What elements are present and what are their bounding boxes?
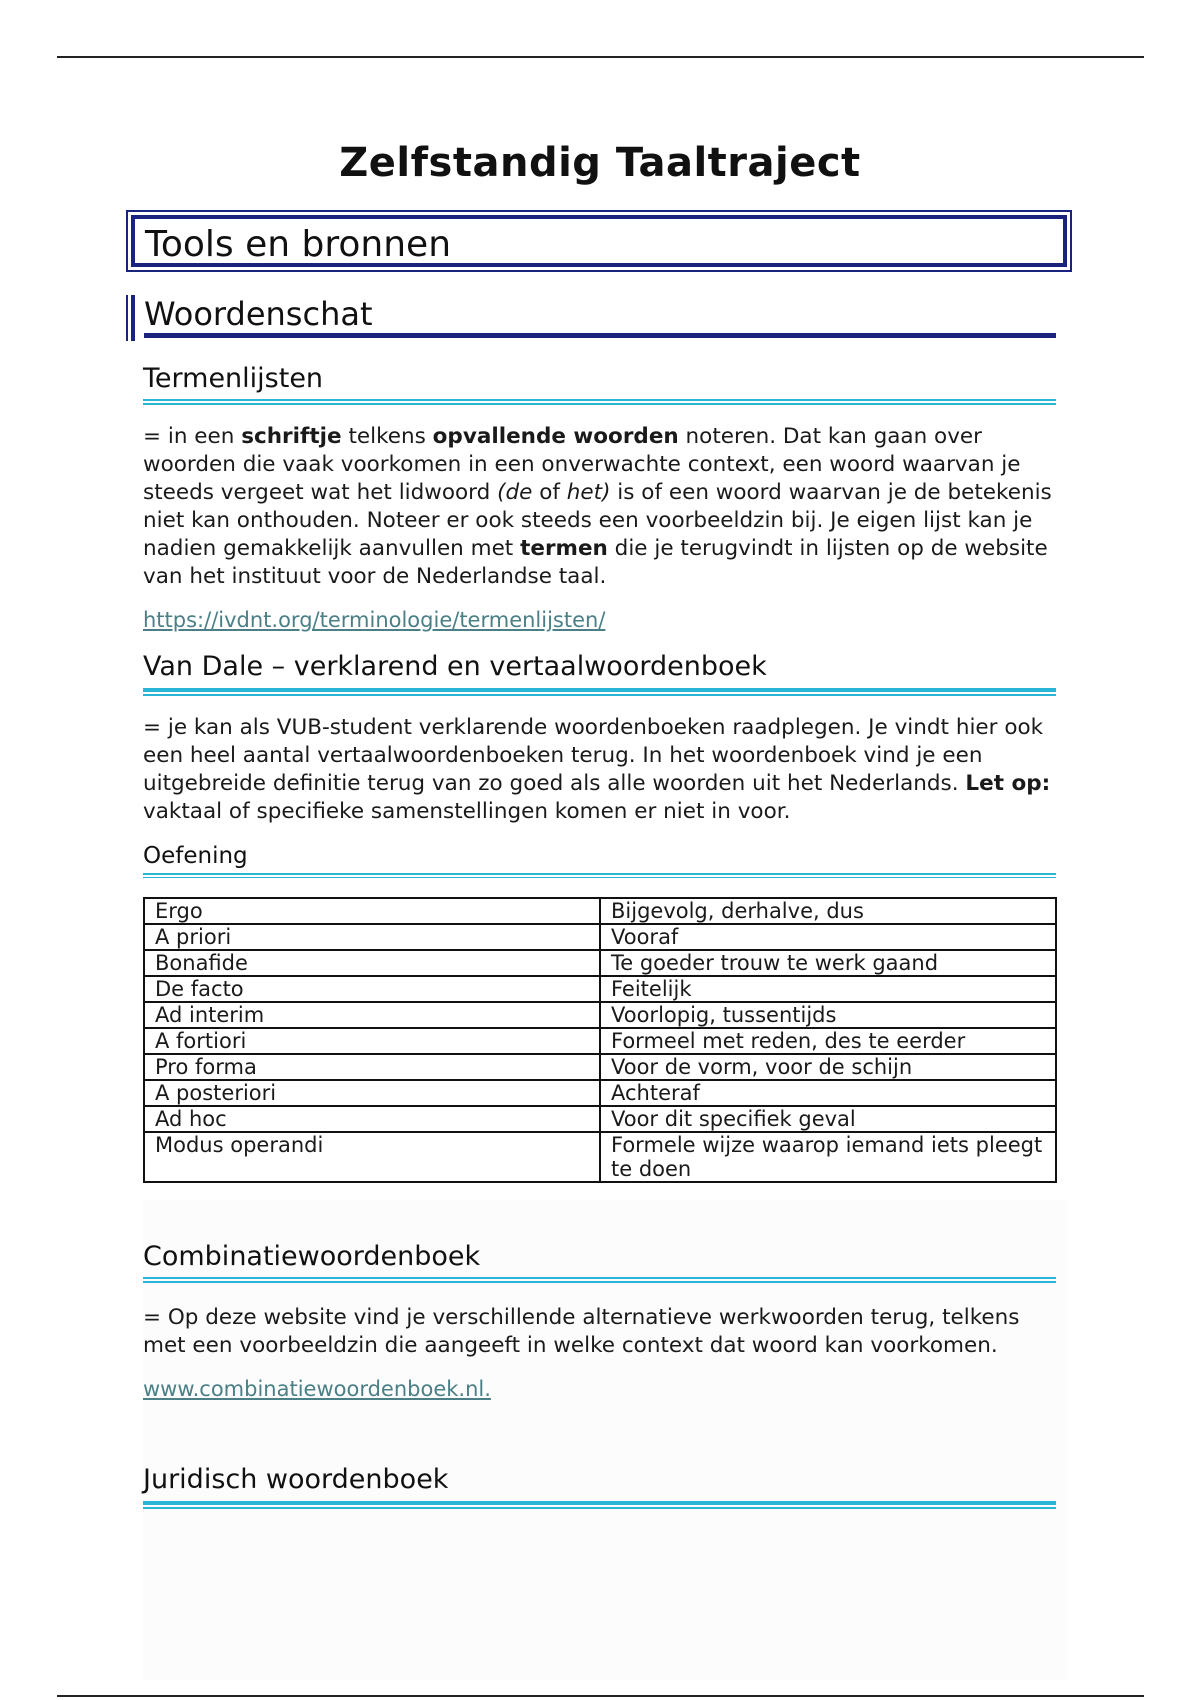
table-row — [144, 1080, 1056, 1106]
combinatie-heading-text: Combinatiewoordenboek — [143, 1241, 481, 1272]
heading-underline — [143, 873, 1056, 875]
meaning-cell: Vooraf — [600, 924, 1056, 950]
vocabulary-table — [143, 897, 1057, 1183]
term-cell: A priori — [144, 924, 600, 950]
bottom-rule — [57, 1695, 1144, 1697]
text-run: of — [532, 480, 567, 505]
meaning-cell: Formele wijze waarop iemand iets pleegt te doen — [600, 1132, 1056, 1182]
text-run: telkens — [341, 424, 433, 449]
text-run: = in een — [143, 424, 242, 449]
meaning-cell: Voor dit specifiek geval — [600, 1106, 1056, 1132]
meaning-cell: Feitelijk — [600, 976, 1056, 1002]
bold-term: opvallende woorden — [432, 424, 679, 449]
table-row — [144, 1028, 1056, 1054]
text-run: noteren. Dat kan gaan over woorden die vaak voorkomen in een onverwachte context, een woord waarvan je steeds vergeet wat het lidwoord — [143, 424, 1021, 505]
term-cell: Pro forma — [144, 1054, 600, 1080]
table-row — [144, 1106, 1056, 1132]
meaning-cell: Te goeder trouw te werk gaand — [600, 950, 1056, 976]
table-row — [144, 924, 1056, 950]
term-cell: Modus operandi — [144, 1132, 600, 1182]
vandale-paragraph — [143, 714, 1068, 826]
heading-underline — [144, 333, 1056, 338]
table-row — [144, 1132, 1056, 1182]
heading-underline — [143, 688, 1056, 692]
heading-left-bar-thick — [131, 295, 135, 341]
vandale-heading — [143, 650, 1056, 696]
term-cell: Bonafide — [144, 950, 600, 976]
text-run: is of een woord waarvan je de betekenis niet kan onthouden. Noteer er ook steeds een voorbeeldzin bij. Je eigen lijst kan je nadien gemakkelijk aanvullen met — [143, 480, 1052, 561]
meaning-cell: Achteraf — [600, 1080, 1056, 1106]
text-run: = je kan als VUB-student verklarende woordenboeken raadplegen. Je vindt hier ook een heel aantal vertaalwoordenboeken terug. In het woordenboek vind je een uitgebreide definitie terug van zo goed als alle woorden uit het Nederlands. — [143, 715, 1044, 796]
subsection-heading — [126, 295, 1056, 341]
meaning-cell: Formeel met reden, des te eerder — [600, 1028, 1056, 1054]
term-cell: Ergo — [144, 898, 600, 924]
juridisch-heading-text: Juridisch woordenboek — [143, 1464, 449, 1495]
juridisch-heading — [143, 1463, 1056, 1509]
italic-term: (de — [497, 480, 533, 505]
meaning-cell: Voorlopig, tussentijds — [600, 1002, 1056, 1028]
heading-underline-thin — [143, 403, 1056, 405]
bold-term: Let op: — [965, 771, 1051, 796]
heading-underline — [143, 1501, 1056, 1505]
term-cell: Ad interim — [144, 1002, 600, 1028]
text-run: vaktaal of specifieke samenstellingen komen er niet in voor. — [143, 799, 791, 824]
heading-underline-thin — [143, 1507, 1056, 1509]
document-title: Zelfstandig Taaltraject — [339, 140, 861, 186]
section-heading-box — [126, 210, 1072, 272]
bold-term: termen — [520, 536, 608, 561]
heading-underline — [143, 399, 1056, 401]
combinatie-link[interactable]: www.combinatiewoordenboek.nl. — [143, 1377, 491, 1401]
heading-underline-thin — [143, 877, 1056, 878]
table-row — [144, 898, 1056, 924]
subsection-heading-text: Woordenschat — [144, 295, 373, 333]
section-heading: Tools en bronnen — [131, 215, 1067, 267]
term-cell: A fortiori — [144, 1028, 600, 1054]
oefening-heading — [143, 842, 1056, 878]
meaning-cell: Voor de vorm, voor de schijn — [600, 1054, 1056, 1080]
top-rule — [57, 56, 1144, 58]
termenlijsten-heading-text: Termenlijsten — [143, 363, 324, 394]
text-run: die je terugvindt in lijsten op de website van het instituut voor de Nederlandse taal. — [143, 536, 1048, 589]
termenlijsten-link[interactable]: https://ivdnt.org/terminologie/termenlijsten/ — [143, 608, 606, 632]
bold-term: schriftje — [241, 424, 342, 449]
heading-underline-thin — [143, 1281, 1056, 1283]
italic-term: het) — [566, 480, 611, 505]
termenlijsten-paragraph — [143, 423, 1068, 591]
term-cell: Ad hoc — [144, 1106, 600, 1132]
table-row — [144, 1002, 1056, 1028]
vandale-heading-text: Van Dale – verklarend en vertaalwoordenboek — [143, 651, 767, 682]
heading-left-bar — [126, 295, 128, 341]
term-cell: A posteriori — [144, 1080, 600, 1106]
combinatie-paragraph: = Op deze website vind je verschillende alternatieve werkwoorden terug, telkens met een voorbeeldzin die aangeeft in welke context dat woord kan voorkomen. — [143, 1305, 1020, 1358]
oefening-heading-text: Oefening — [143, 843, 248, 869]
term-cell: De facto — [144, 976, 600, 1002]
table-row — [144, 976, 1056, 1002]
table-row — [144, 950, 1056, 976]
meaning-cell: Bijgevolg, derhalve, dus — [600, 898, 1056, 924]
combinatie-heading — [143, 1240, 1056, 1283]
termenlijsten-heading — [143, 362, 1056, 405]
heading-underline — [143, 1277, 1056, 1279]
table-row — [144, 1054, 1056, 1080]
heading-underline-thin — [143, 694, 1056, 696]
